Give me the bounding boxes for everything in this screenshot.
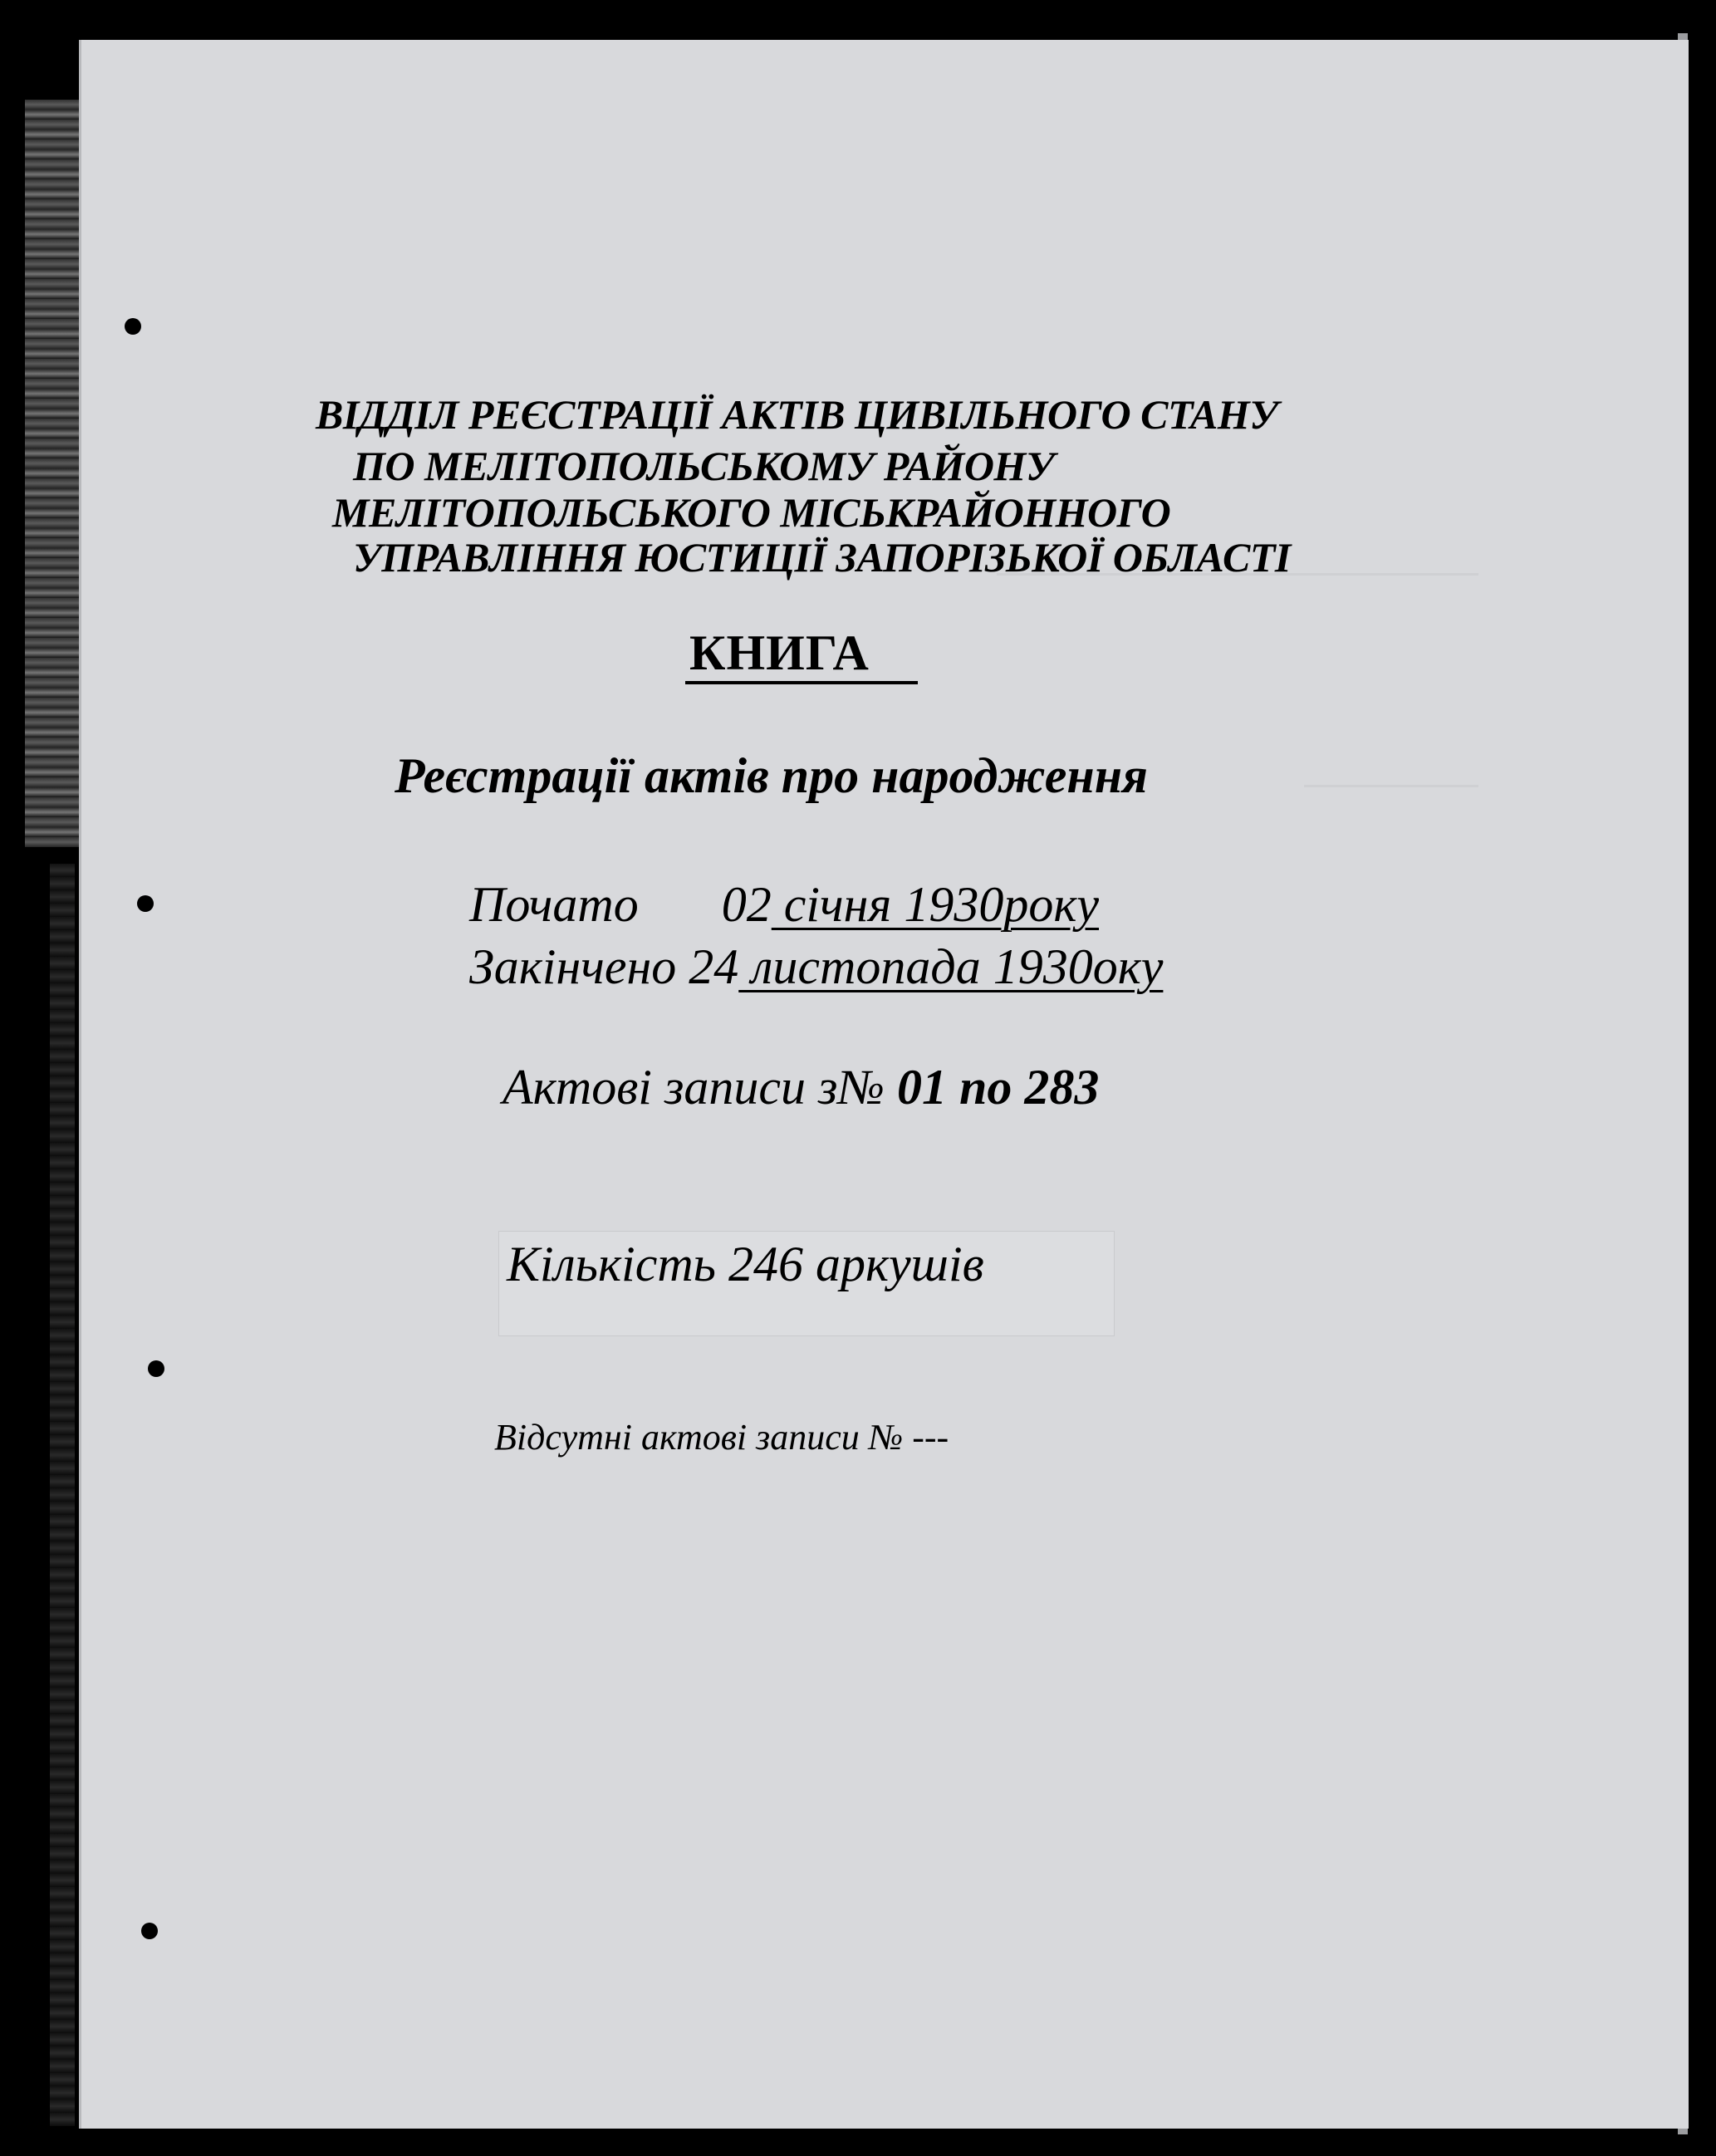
started-label: Почато bbox=[469, 877, 639, 932]
binding-hole-top bbox=[125, 318, 141, 335]
finished-date: листопада 1930оку bbox=[738, 939, 1164, 994]
records-mid: по bbox=[947, 1060, 1025, 1115]
book-subtitle: Реєстрації актів про народження bbox=[395, 748, 1148, 803]
started-date: січня 1930року bbox=[771, 877, 1100, 932]
started-line bbox=[469, 876, 1099, 933]
header-line-3: МЕЛІТОПОЛЬСЬКОГО МІСЬКРАЙОННОГО bbox=[332, 489, 1171, 536]
title-underline bbox=[685, 681, 918, 684]
sheet-count: Кількість 246 аркушів bbox=[507, 1237, 984, 1291]
binding-hole-bottom bbox=[141, 1923, 158, 1939]
header-line-1: ВІДДІЛ РЕЄСТРАЦІЇ АКТІВ ЦИВІЛЬНОГО СТАНУ bbox=[316, 391, 1278, 438]
ghost-line bbox=[1304, 785, 1478, 787]
started-day: 02 bbox=[721, 877, 772, 932]
binding-edge-lower bbox=[50, 864, 75, 2126]
binding-edge bbox=[25, 100, 83, 847]
finished-label: Закінчено bbox=[469, 939, 677, 994]
binding-hole-3 bbox=[148, 1360, 164, 1377]
missing-records: Відсутні актові записи № --- bbox=[494, 1417, 949, 1458]
records-label: Актові записи з№ bbox=[503, 1060, 897, 1115]
records-to: 283 bbox=[1024, 1060, 1100, 1115]
records-line bbox=[503, 1059, 1099, 1116]
finished-line bbox=[469, 938, 1163, 996]
records-from: 01 bbox=[897, 1060, 947, 1115]
finished-day: 24 bbox=[689, 939, 739, 994]
header-line-2: ПО МЕЛІТОПОЛЬСЬКОМУ РАЙОНУ bbox=[353, 443, 1055, 489]
binding-hole-2 bbox=[137, 895, 154, 912]
book-title: КНИГА bbox=[689, 625, 870, 680]
header-line-4: УПРАВЛІННЯ ЮСТИЦІЇ ЗАПОРІЗЬКОЇ ОБЛАСТІ bbox=[353, 534, 1291, 581]
